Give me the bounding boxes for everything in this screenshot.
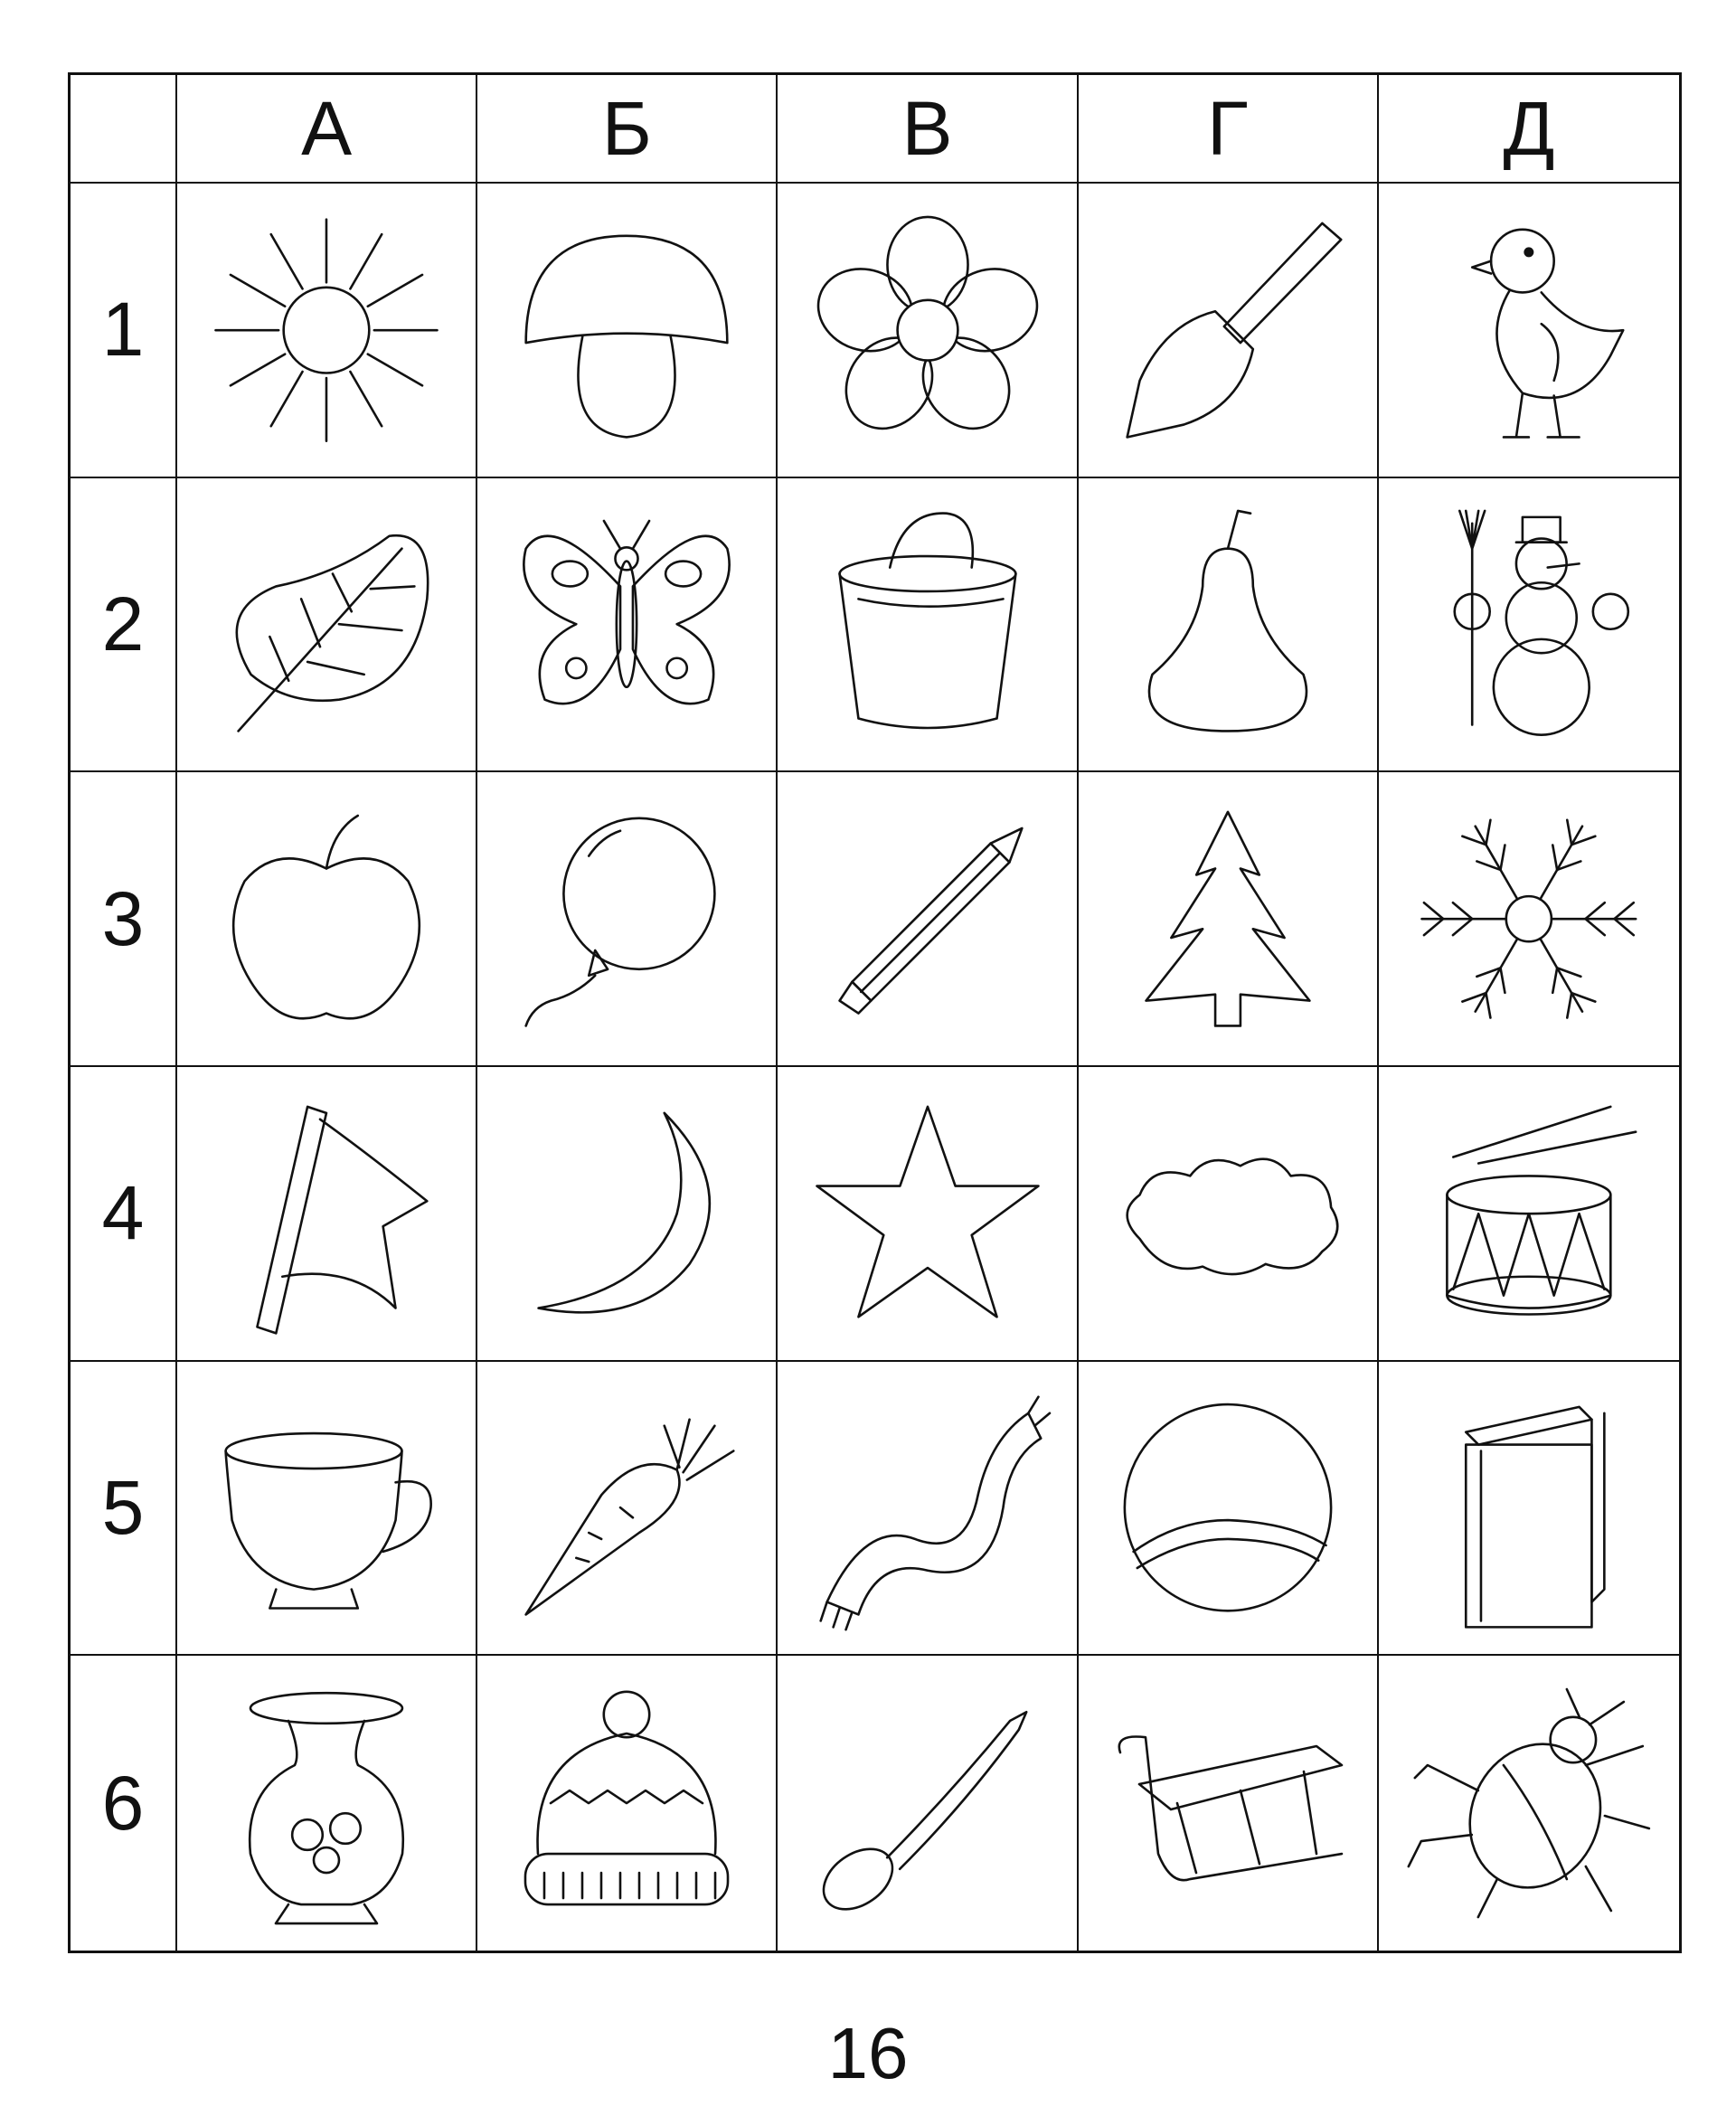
beetle-icon	[1400, 1677, 1658, 1930]
fir-tree-icon	[1099, 793, 1356, 1044]
row-header: 6	[71, 1656, 177, 1951]
row-header: 3	[71, 772, 177, 1067]
picture-cell	[778, 1067, 1078, 1362]
picture-cell	[477, 1067, 778, 1362]
picture-cell	[1079, 772, 1379, 1067]
star-icon	[799, 1088, 1056, 1339]
picture-cell	[477, 772, 778, 1067]
picture-cell	[1379, 1067, 1679, 1362]
picture-cell	[177, 1656, 477, 1951]
picture-cell	[477, 1362, 778, 1657]
crescent-moon-icon	[498, 1088, 755, 1339]
picture-cell	[177, 184, 477, 478]
page-number: 16	[827, 2013, 909, 2093]
picture-cell	[778, 184, 1078, 478]
picture-cell	[1079, 478, 1379, 773]
picture-cell	[1079, 1067, 1379, 1362]
book-icon	[1400, 1382, 1658, 1633]
picture-cell	[778, 1362, 1078, 1657]
picture-cell	[177, 1362, 477, 1657]
column-header: Г	[1079, 75, 1379, 184]
leaf-icon	[198, 498, 455, 750]
shovel-icon	[1099, 204, 1356, 456]
ball-icon	[1099, 1382, 1356, 1633]
picture-grid	[68, 72, 1682, 1953]
picture-cell	[1079, 1656, 1379, 1951]
spoon-icon	[799, 1677, 1056, 1930]
picture-cell	[778, 772, 1078, 1067]
snowflake-icon	[1400, 793, 1658, 1044]
balloon-icon	[498, 793, 755, 1044]
knit-hat-icon	[498, 1677, 755, 1930]
butterfly-icon	[498, 498, 755, 750]
row-header: 5	[71, 1362, 177, 1657]
corner-cell	[71, 75, 177, 184]
carrot-icon	[498, 1382, 755, 1633]
pear-icon	[1099, 498, 1356, 750]
column-header: В	[778, 75, 1078, 184]
picture-cell	[1379, 1656, 1679, 1951]
picture-cell	[778, 478, 1078, 773]
column-header: Б	[477, 75, 778, 184]
drum-icon	[1400, 1088, 1658, 1339]
picture-cell	[1079, 1362, 1379, 1657]
picture-cell	[477, 1656, 778, 1951]
row-header: 4	[71, 1067, 177, 1362]
snowman-icon	[1400, 498, 1658, 750]
chick-icon	[1400, 204, 1658, 456]
picture-cell	[778, 1656, 1078, 1951]
mushroom-icon	[498, 204, 755, 456]
picture-cell	[177, 478, 477, 773]
picture-cell	[1379, 772, 1679, 1067]
column-header: А	[177, 75, 477, 184]
picture-cell	[177, 1067, 477, 1362]
sled-icon	[1099, 1677, 1356, 1930]
column-header: Д	[1379, 75, 1679, 184]
vase-icon	[198, 1677, 455, 1930]
cup-icon	[198, 1382, 455, 1633]
apple-icon	[198, 793, 455, 1044]
picture-cell	[1379, 1362, 1679, 1657]
picture-cell	[477, 478, 778, 773]
picture-cell	[1379, 184, 1679, 478]
picture-cell	[1079, 184, 1379, 478]
row-header: 1	[71, 184, 177, 478]
scarf-icon	[799, 1382, 1056, 1633]
flag-icon	[198, 1088, 455, 1339]
pencil-icon	[799, 793, 1056, 1044]
picture-cell	[1379, 478, 1679, 773]
sun-icon	[198, 204, 455, 456]
row-header: 2	[71, 478, 177, 773]
picture-cell	[477, 184, 778, 478]
bucket-icon	[799, 498, 1056, 750]
cloud-icon	[1099, 1088, 1356, 1339]
picture-cell	[177, 772, 477, 1067]
flower-icon	[799, 204, 1056, 456]
